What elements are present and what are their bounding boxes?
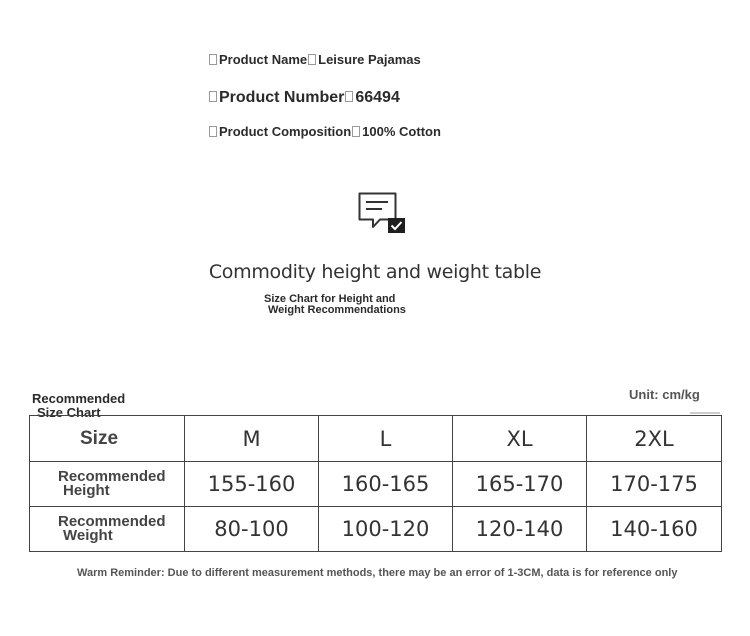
height-value-cell: 155-160 [185, 462, 319, 507]
product-name-line [209, 52, 421, 67]
product-number-value: 66494 [355, 89, 400, 106]
row-label-weight [30, 507, 185, 552]
placeholder-box-icon [308, 54, 316, 65]
height-value-cell: 165-170 [453, 462, 587, 507]
warm-reminder-note: Warm Reminder: Due to different measurement methods, there may be an error of 1-3CM, data is for reference only [77, 567, 678, 579]
placeholder-box-icon [209, 91, 217, 102]
weight-value-cell: 120-140 [453, 507, 587, 552]
product-composition-label: Product Composition [219, 124, 352, 139]
row-label-line2: Height [63, 482, 110, 499]
height-value-cell: 170-175 [587, 462, 722, 507]
section-title: Commodity height and weight table [208, 261, 542, 283]
weight-value-cell: 80-100 [185, 507, 319, 552]
size-cell: L [319, 416, 453, 462]
product-number-label: Product Number [219, 89, 345, 106]
section-subtitle-line2: Weight Recommendations [268, 304, 406, 316]
placeholder-box-icon [352, 126, 360, 137]
product-name-value: Leisure Pajamas [318, 52, 421, 67]
table-row [30, 462, 722, 507]
weight-value-cell: 140-160 [587, 507, 722, 552]
section-subtitle [264, 294, 434, 316]
row-label-line1: Recommended [58, 513, 166, 530]
placeholder-box-icon [209, 54, 217, 65]
height-value-cell: 160-165 [319, 462, 453, 507]
chart-label-line2: Size Chart [37, 405, 101, 420]
unit-underline [690, 412, 720, 414]
table-header-row [30, 416, 722, 462]
size-cell: XL [453, 416, 587, 462]
table-row [30, 507, 722, 552]
row-label-line1: Recommended [58, 468, 166, 485]
size-cell: 2XL [587, 416, 722, 462]
product-name-label: Product Name [219, 52, 308, 67]
chat-checkmark-icon [358, 192, 406, 234]
section-subtitle-line1: Size Chart for Height and [264, 293, 396, 305]
placeholder-box-icon [345, 91, 353, 102]
product-composition-line [209, 124, 441, 139]
row-label-line2: Weight [63, 527, 113, 544]
product-composition-value: 100% Cotton [362, 124, 441, 139]
weight-value-cell: 100-120 [319, 507, 453, 552]
size-cell: M [185, 416, 319, 462]
chart-label-line1: Recommended [32, 391, 126, 406]
row-label-height [30, 462, 185, 507]
product-number-line [209, 89, 400, 107]
size-table [29, 415, 722, 552]
unit-label: Unit: cm/kg [629, 387, 700, 402]
placeholder-box-icon [209, 126, 217, 137]
size-header-cell: Size [30, 416, 185, 462]
